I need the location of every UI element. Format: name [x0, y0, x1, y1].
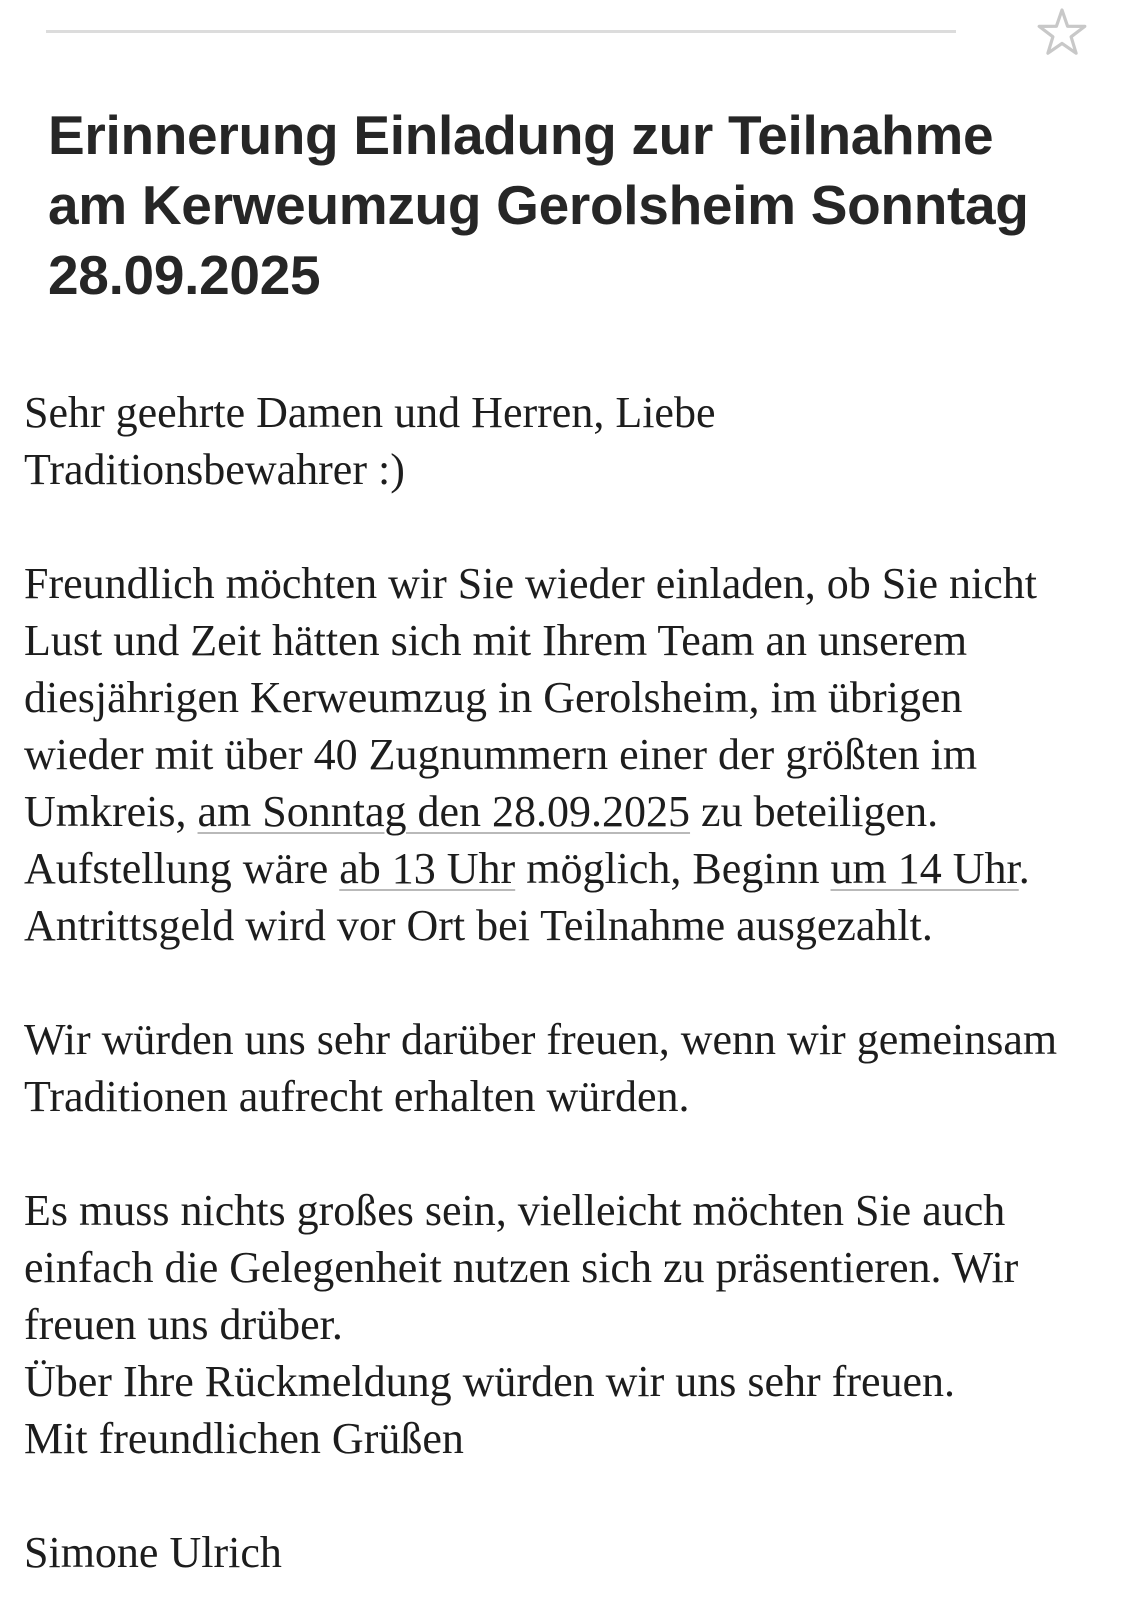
paragraph-line: einfach die Gelegenheit nutzen sich zu präsentieren. Wir [24, 1243, 1019, 1292]
email-subject [48, 100, 1108, 310]
signature: Simone Ulrich [24, 1528, 282, 1577]
paragraph-line: Freundlich möchten wir Sie wieder einladen, ob Sie nicht [24, 559, 1037, 608]
paragraph-gap [24, 1125, 1136, 1182]
text-fragment: . [1018, 844, 1030, 893]
time-link-start[interactable]: um 14 Uhr [830, 844, 1019, 893]
paragraph-gap [24, 954, 1136, 1011]
paragraph-gap [24, 498, 1136, 555]
text-fragment: zu beteiligen. [690, 787, 939, 836]
subject-line: 28.09.2025 [48, 244, 321, 306]
paragraph-line: Traditionen aufrecht erhalten würden. [24, 1072, 690, 1121]
paragraph-gap [24, 1467, 1136, 1524]
text-fragment: möglich, Beginn [515, 844, 831, 893]
paragraph-line: freuen uns drüber. [24, 1300, 343, 1349]
paragraph-line: Es muss nichts großes sein, vielleicht möchten Sie auch [24, 1186, 1006, 1235]
paragraph-line [24, 840, 1136, 897]
date-link[interactable]: am Sonntag den 28.09.2025 [197, 787, 691, 836]
paragraph-line: Über Ihre Rückmeldung würden wir uns sehr freuen. [24, 1357, 956, 1406]
email-body [24, 384, 1136, 1581]
header-divider [46, 30, 956, 33]
paragraph-line: Lust und Zeit hätten sich mit Ihrem Team an unserem [24, 616, 968, 665]
text-fragment: Umkreis, [24, 787, 198, 836]
paragraph-line: Wir würden uns sehr darüber freuen, wenn wir gemeinsam [24, 1015, 1058, 1064]
paragraph-line: wieder mit über 40 Zugnummern einer der größten im [24, 730, 978, 779]
greeting-line: Sehr geehrte Damen und Herren, Liebe [24, 388, 716, 437]
time-link-setup[interactable]: ab 13 Uhr [339, 844, 516, 893]
paragraph-line: diesjährigen Kerweumzug in Gerolsheim, im übrigen [24, 673, 963, 722]
star-outline-icon[interactable] [1035, 6, 1089, 60]
subject-line: am Kerweumzug Gerolsheim Sonntag [48, 174, 1029, 236]
subject-line: Erinnerung Einladung zur Teilnahme [48, 104, 994, 166]
greeting-line: Traditionsbewahrer :) [24, 445, 405, 494]
closing-line: Mit freundlichen Grüßen [24, 1414, 464, 1463]
text-fragment: Aufstellung wäre [24, 844, 340, 893]
paragraph-line: Antrittsgeld wird vor Ort bei Teilnahme ausgezahlt. [24, 901, 933, 950]
paragraph-line [24, 783, 1136, 840]
